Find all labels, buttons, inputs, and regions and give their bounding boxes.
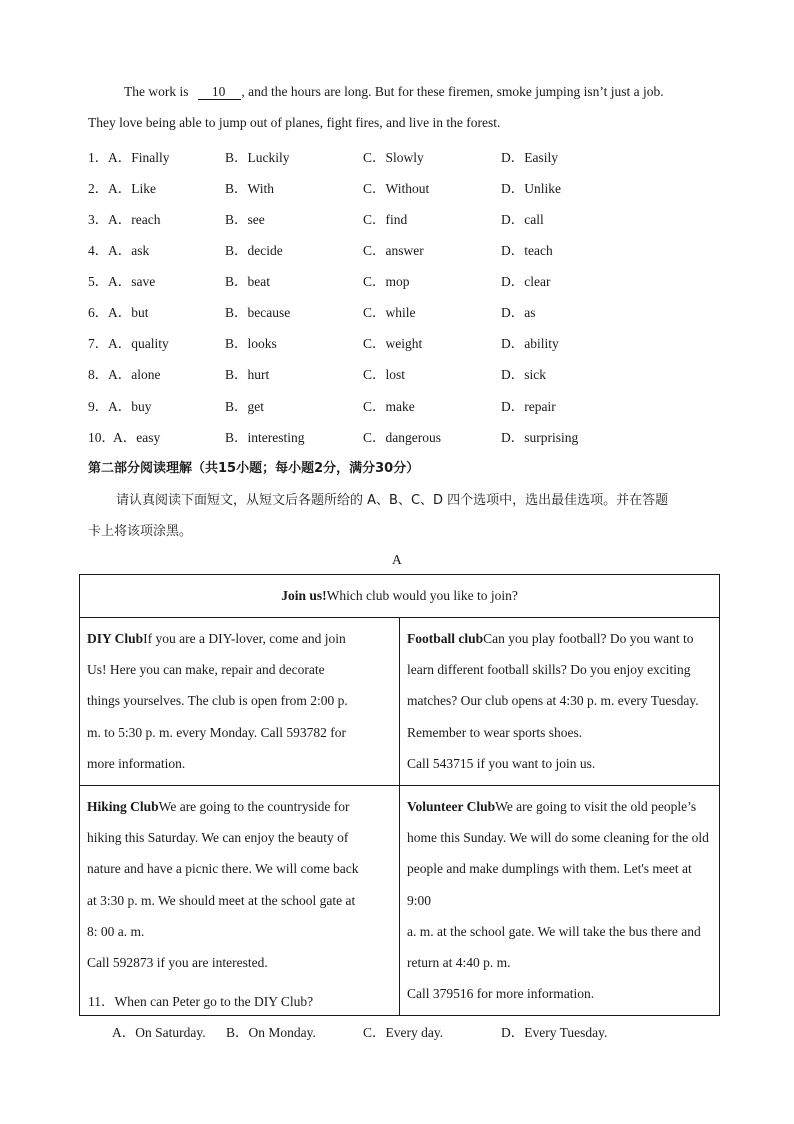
club-title: Volunteer Club xyxy=(407,799,496,815)
option-row xyxy=(88,301,728,321)
option-a: A．alone xyxy=(108,367,161,382)
club-text-line: at 3:30 p. m. We should meet at the school gate at xyxy=(87,892,356,908)
option-d: D．Easily xyxy=(501,150,558,165)
option-d: D．Unlike xyxy=(501,181,561,196)
option-b: B．see xyxy=(225,212,265,227)
option-d: D．as xyxy=(501,305,536,320)
club-text-line: hiking this Saturday. We can enjoy the beauty of xyxy=(87,830,349,846)
option-c: C．mop xyxy=(363,274,410,289)
option-a: A．Finally xyxy=(108,150,170,165)
club-text-line: a. m. at the school gate. We will take the bus there and xyxy=(407,923,701,939)
option-c: C．Without xyxy=(363,181,430,196)
club-title: Football club xyxy=(407,631,484,646)
option-d: D．sick xyxy=(501,367,546,382)
question-number: 10． xyxy=(88,430,115,445)
club-text-line: Can you play football? Do you want to xyxy=(483,631,694,646)
question-number: 4． xyxy=(88,243,109,258)
option-b: B．looks xyxy=(225,336,277,351)
option-d: D．teach xyxy=(501,243,553,258)
option-b: B．hurt xyxy=(225,367,270,382)
option-d: D．ability xyxy=(501,336,559,351)
club-text-line: Call 592873 if you are interested. xyxy=(87,955,268,971)
option-row xyxy=(88,239,728,259)
option-c: C．answer xyxy=(363,243,424,258)
option-c: C．Slowly xyxy=(363,150,424,165)
club-text-line: m. to 5:30 p. m. every Monday. Call 593782 for xyxy=(87,724,346,740)
club-text-line: people and make dumplings with them. Let's meet at 9:00 xyxy=(407,861,692,908)
table-header-text: Which club would you like to join? xyxy=(326,588,518,603)
table-row xyxy=(80,786,720,1016)
club-text-line: return at 4:40 p. m. xyxy=(407,955,511,971)
club-text-line: nature and have a picnic there. We will come back xyxy=(87,861,359,877)
club-text-line: home this Sunday. We will do some cleaning for the old xyxy=(407,830,709,846)
question-11-option-c: C．Every day. xyxy=(363,1025,444,1040)
option-c: C．find xyxy=(363,212,408,227)
option-c: C．dangerous xyxy=(363,430,441,445)
option-d: D．repair xyxy=(501,399,556,414)
table-header xyxy=(80,575,720,618)
club-text-line: If you are a DIY-lover, come and join xyxy=(143,631,346,646)
option-row xyxy=(88,363,728,383)
option-c: C．lost xyxy=(363,367,406,382)
club-text-line: We are going to visit the old people’s xyxy=(495,799,697,815)
option-row xyxy=(88,332,728,352)
option-b: B．interesting xyxy=(225,430,305,445)
hiking-club-cell xyxy=(80,786,400,1016)
option-row xyxy=(88,177,728,197)
option-a: A．easy xyxy=(113,430,161,445)
option-row xyxy=(88,146,728,166)
passage-text-before-blank: The work is xyxy=(124,84,189,99)
question-number: 8． xyxy=(88,367,109,382)
club-text-line: 8: 00 a. m. xyxy=(87,923,145,939)
option-a: A．reach xyxy=(108,212,161,227)
club-title: DIY Club xyxy=(87,631,144,646)
table-header-row xyxy=(80,575,720,618)
club-text-line: matches? Our club opens at 4:30 p. m. every Tuesday. xyxy=(407,693,699,709)
option-c: C．while xyxy=(363,305,416,320)
question-number: 7． xyxy=(88,336,109,351)
option-b: B．Luckily xyxy=(225,150,290,165)
club-text-line: things yourselves. The club is open from 2:00 p. xyxy=(87,693,348,709)
passage-line-1 xyxy=(124,84,664,100)
option-b: B．get xyxy=(225,399,264,414)
option-a: A．quality xyxy=(108,336,169,351)
option-b: B．With xyxy=(225,181,274,196)
section-instruction: 请认真阅读下面短文，从短文后各题所给的 A、B、C、D 四个选项中，选出最佳选项。并在答题 xyxy=(116,493,669,508)
section-instruction-continued: 卡上将该项涂黑。 xyxy=(88,524,193,539)
option-a: A．but xyxy=(108,305,149,320)
diy-club-cell xyxy=(80,618,400,786)
option-b: B．because xyxy=(225,305,291,320)
question-11-option-d: D．Every Tuesday. xyxy=(501,1025,608,1040)
option-a: A．ask xyxy=(108,243,150,258)
club-text-line: learn different football skills? Do you enjoy exciting xyxy=(407,662,691,678)
question-number: 6． xyxy=(88,305,109,320)
question-number: 9． xyxy=(88,399,109,414)
option-d: D．surprising xyxy=(501,430,579,445)
section-title: 第二部分阅读理解（共15小题；每小题2分，满分30分） xyxy=(88,461,420,476)
option-a: A．buy xyxy=(108,399,152,414)
option-row xyxy=(88,270,728,290)
passage-label: A xyxy=(392,552,402,567)
option-c: C．make xyxy=(363,399,415,414)
club-text-line: We are going to the countryside for xyxy=(158,799,350,815)
question-number: 1． xyxy=(88,150,109,165)
passage-line-2: They love being able to jump out of planes, fight fires, and live in the forest. xyxy=(88,115,501,130)
club-text-line: Us! Here you can make, repair and decorate xyxy=(87,662,325,678)
option-d: D．clear xyxy=(501,274,551,289)
question-11-option-b: B．On Monday. xyxy=(226,1025,316,1040)
option-row xyxy=(88,395,728,415)
question-number: 2． xyxy=(88,181,109,196)
question-11-option-a: A．On Saturday. xyxy=(112,1025,206,1040)
football-club-cell xyxy=(400,618,720,786)
option-a: A．save xyxy=(108,274,156,289)
option-row xyxy=(88,426,728,446)
question-number: 3． xyxy=(88,212,109,227)
volunteer-club-cell xyxy=(400,786,720,1016)
club-title: Hiking Club xyxy=(87,799,159,815)
option-b: B．decide xyxy=(225,243,283,258)
answer-blank: 10 xyxy=(198,85,242,100)
question-number: 5． xyxy=(88,274,109,289)
table-row xyxy=(80,618,720,786)
option-a: A．Like xyxy=(108,181,156,196)
question-11-stem: 11．When can Peter go to the DIY Club? xyxy=(88,994,314,1009)
table-header-bold: Join us! xyxy=(281,588,327,603)
club-table xyxy=(79,574,720,1016)
option-row xyxy=(88,208,728,228)
option-c: C．weight xyxy=(363,336,423,351)
option-d: D．call xyxy=(501,212,544,227)
club-text-line: Call 379516 for more information. xyxy=(407,986,595,1002)
club-text-line: Call 543715 if you want to join us. xyxy=(407,755,596,771)
club-text-line: Remember to wear sports shoes. xyxy=(407,724,583,740)
passage-text-after-blank: , and the hours are long. But for these firemen, smoke jumping isn’t just a job. xyxy=(241,84,664,99)
club-text-line: more information. xyxy=(87,755,186,771)
option-b: B．beat xyxy=(225,274,270,289)
